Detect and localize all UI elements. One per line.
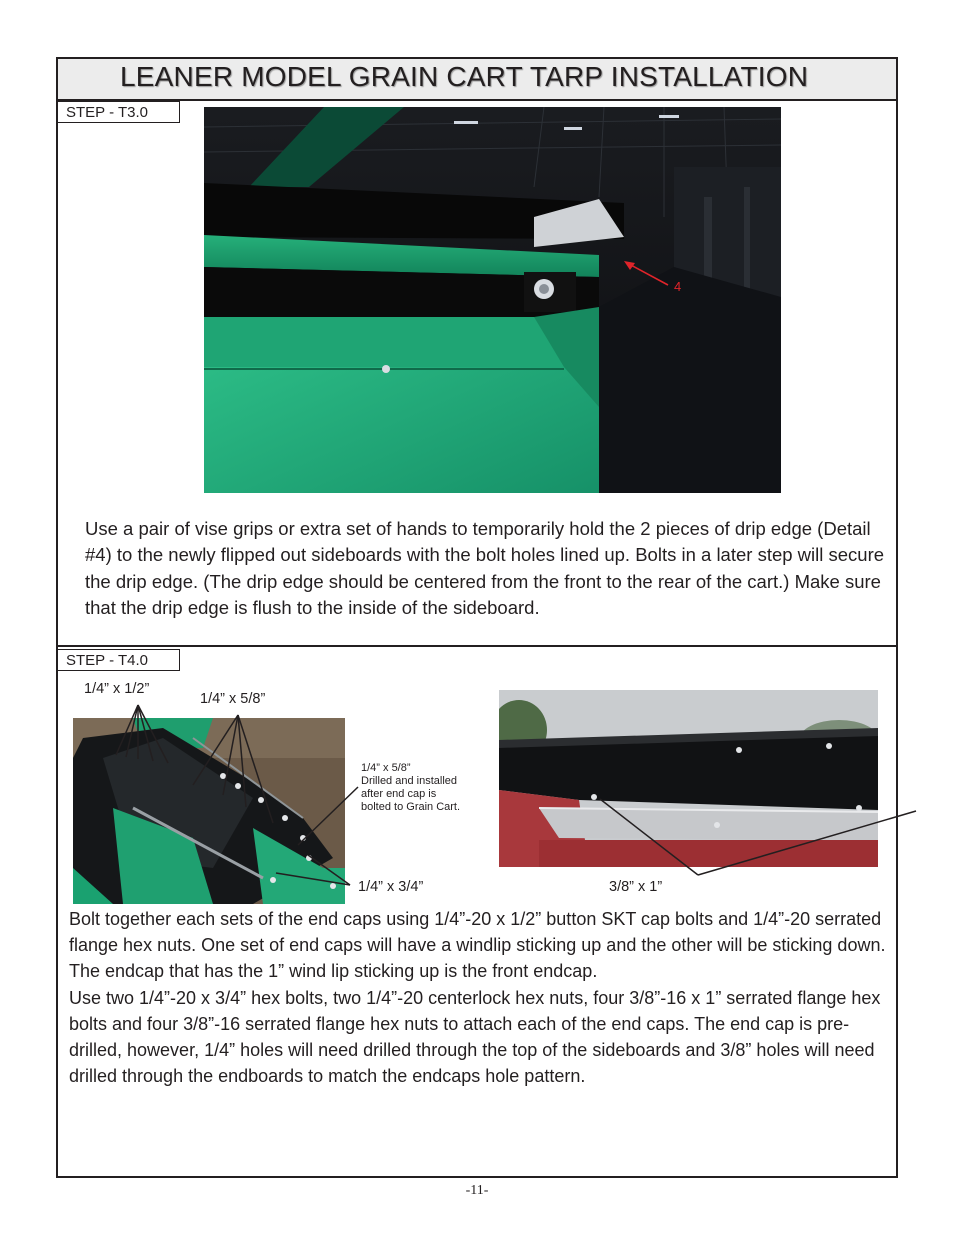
title-bar xyxy=(58,59,896,101)
step-t3-label: STEP - T3.0 xyxy=(58,101,180,123)
page-number: -11- xyxy=(465,1183,489,1198)
callout-quarter-by-threequarter: 1/4” x 3/4” xyxy=(358,879,424,895)
step-t4-paragraph-2: Use two 1/4”-20 x 3/4” hex bolts, two 1/4”-20 centerlock hex nuts, four 3/8”-16 x 1” serrated flange hex bolts and four 3/8”-16 serrated flange hex nuts to attach each of the end caps. The end cap is pre-drilled, however, 1/4” holes will need drilled through the top of the sideboards and 3/8” holes will need drilled through the endboards to match the endcaps hole pattern. xyxy=(69,987,881,1087)
page-frame xyxy=(56,57,898,1178)
drill-note-line2: Drilled and installed xyxy=(361,775,457,787)
drill-note xyxy=(361,762,460,814)
step-t3-text: Use a pair of vise grips or extra set of hands to temporarily hold the 2 pieces of drip edge (Detail #4) to the newly flipped out sideboards with the bolt holes lined up. Bolts in a later step will secure the drip edge. (The drip edge should be centered from the front to the rear of the cart.) Make sure that the drip edge is flush to the inside of the sideboard. xyxy=(85,518,885,619)
drill-note-line3: after end cap is xyxy=(361,788,437,800)
step-t4-instructions xyxy=(69,906,891,1089)
callout-quarter-by-fiveeighth: 1/4” x 5/8” xyxy=(200,691,266,707)
step-t3-description xyxy=(85,516,885,622)
drill-note-line1: 1/4” x 5/8” xyxy=(361,762,411,774)
page-title: LEANER MODEL GRAIN CART TARP INSTALLATION xyxy=(120,61,809,92)
step-t4-paragraph-1: Bolt together each sets of the end caps using 1/4”-20 x 1/2” button SKT cap bolts and 1/4”-20 serrated flange hex nuts. One set of end caps will have a windlip sticking up and the other will be sticking down. The endcap that has the 1” wind lip sticking up is the front endcap. xyxy=(69,909,886,982)
callout-quarter-by-half: 1/4” x 1/2” xyxy=(84,681,150,697)
leader-lines-right xyxy=(598,789,928,889)
drip-edge-callout: 4 xyxy=(674,279,682,294)
step-t3-photo xyxy=(204,107,781,493)
callout-threeeighth-by-one: 3/8” x 1” xyxy=(609,879,663,895)
section-divider xyxy=(58,645,896,647)
drill-note-line4: bolted to Grain Cart. xyxy=(361,801,461,813)
step-t4-label: STEP - T4.0 xyxy=(58,649,180,671)
